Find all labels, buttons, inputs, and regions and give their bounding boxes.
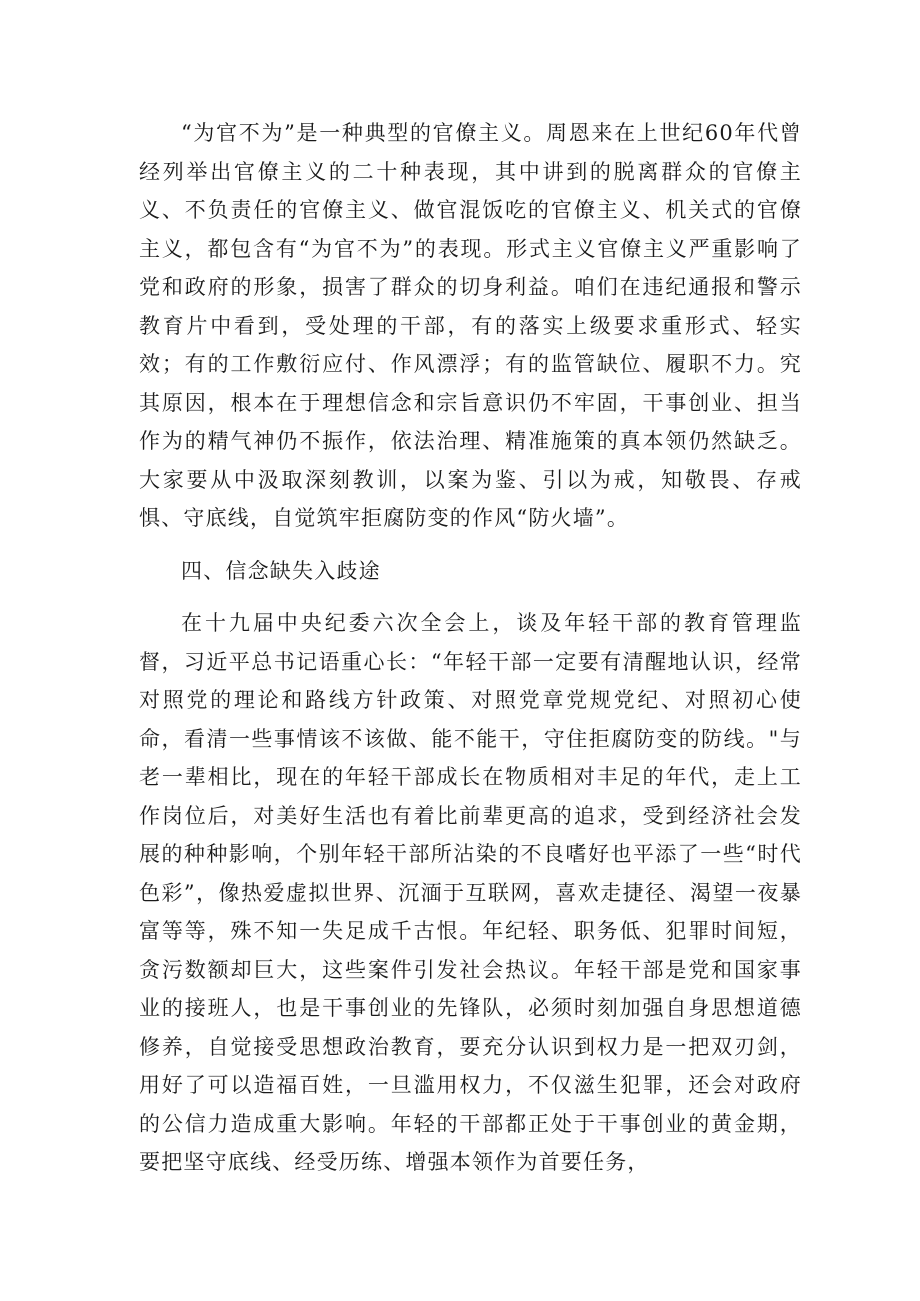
paragraph-young-cadres: 在十九届中央纪委六次全会上，谈及年轻干部的教育管理监督，习近平总书记语重心长：“年轻干部一定要有清醒地认识，经常对照党的理论和路线方针政策、对照党章党规党纪、对照初心使命，看清一些事情该不该做、能不能干，守住拒腐防变的防线。"与老一辈相比，现在的年轻干部成长在物质相对丰足的年代，走上工作岗位后，对美好生活也有着比前辈更高的追求，受到经济社会发展的种种影响，个别年轻干部所沾染的不良嗜好也平添了一些“时代色彩”，像热爱虚拟世界、沉湎于互联网，喜欢走捷径、渴望一夜暴富等等，殊不知一失足成千古恨。年纪轻、职务低、犯罪时间短，贪污数额却巨大，这些案件引发社会热议。年轻干部是党和国家事业的接班人，也是干事创业的先锋队，必须时刻加强自身思想道德修养，自觉接受思想政治教育，要充分认识到权力是一把双刃剑，用好了可以造福百姓，一旦滥用权力，不仅滋生犯罪，还会对政府的公信力造成重大影响。年轻的干部都正处于干事创业的黄金期，要把坚守底线、经受历练、增强本领作为首要任务， bbox=[139, 611, 802, 1174]
section-heading: 四、信念缺失入歧途 bbox=[181, 558, 381, 583]
document-body bbox=[139, 114, 802, 1196]
paragraph-bureaucracy: “为官不为”是一种典型的官僚主义。周恩来在上世纪60年代曾经列举出官僚主义的二十种表现，其中讲到的脱离群众的官僚主义、不负责任的官僚主义、做官混饭吃的官僚主义、机关式的官僚主义，都包含有“为官不为”的表现。形式主义官僚主义严重影响了党和政府的形象，损害了群众的切身利益。咱们在违纪通报和警示教育片中看到，受处理的干部，有的落实上级要求重形式、轻实效；有的工作敷衍应付、作风漂浮；有的监管缺位、履职不力。究其原因，根本在于理想信念和宗旨意识仍不牢固，干事创业、担当作为的精气神仍不振作，依法治理、精准施策的真本领仍然缺乏。大家要从中汲取深刻教训，以案为鉴、引以为戒，知敬畏、存戒惧、守底线，自觉筑牢拒腐防变的作风“防火墙”。 bbox=[139, 121, 802, 530]
